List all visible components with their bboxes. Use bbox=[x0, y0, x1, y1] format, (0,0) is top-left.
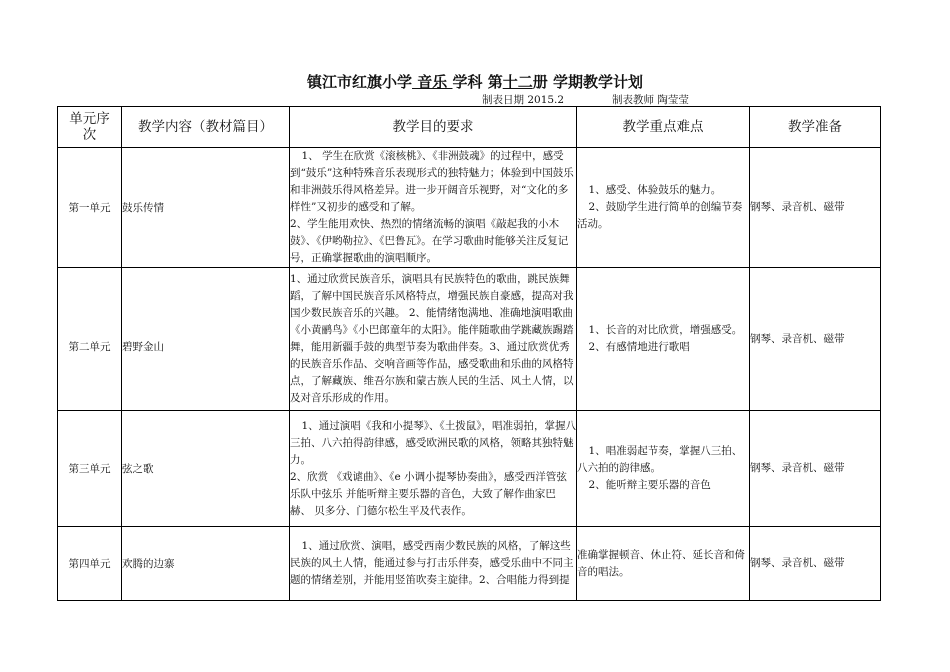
col-prep: 教学准备 bbox=[750, 107, 881, 148]
title-post: 册 学期教学计划 bbox=[532, 73, 643, 91]
key-item: 2、能听辩主要乐器的音色 bbox=[588, 479, 711, 491]
goal-item: 1、通过演唱《我和小提琴》、《土拨鼠》，唱准弱拍，掌握八三拍、八六拍得韵律感，感受欧洲民歌的风格，领略其独特魅力。 bbox=[290, 419, 576, 466]
topic-cell: 弦之歌 bbox=[122, 411, 290, 527]
table-row bbox=[58, 148, 881, 268]
date-label: 制表日期 2015.2 bbox=[482, 94, 565, 106]
key-item: 准确掌握顿音、休止符、延长音和倚音的唱法。 bbox=[577, 548, 745, 578]
col-unit: 单元序次 bbox=[58, 107, 122, 148]
topic-cell: 欢腾的边寨 bbox=[122, 527, 290, 601]
unit-cell: 第一单元 bbox=[58, 148, 122, 268]
table-row bbox=[58, 527, 881, 601]
prep-cell: 钢琴、录音机、磁带 bbox=[750, 411, 881, 527]
meta-line bbox=[252, 92, 708, 107]
prep-cell: 钢琴、录音机、磁带 bbox=[750, 527, 881, 601]
prep-cell: 钢琴、录音机、磁带 bbox=[750, 268, 881, 411]
unit-cell: 第三单元 bbox=[58, 411, 122, 527]
col-goals: 教学目的要求 bbox=[290, 107, 577, 148]
subject-field: 音乐 bbox=[412, 73, 453, 91]
key-item: 2、有感情地进行歌唱 bbox=[588, 341, 690, 353]
goal-item: 1、通过欣赏、演唱，感受西南少数民族的风格，了解这些民族的风土人情，能通过参与打击乐伴奏，感受乐曲中不同主题的情绪差别，并能用竖笛吹奏主旋律。2、合唱能力得到提 bbox=[290, 540, 574, 586]
unit-cell: 第二单元 bbox=[58, 268, 122, 411]
key-item: 1、唱准弱起节奏，掌握八三拍、八六拍的韵律感。 bbox=[577, 445, 743, 474]
topic-cell: 碧野金山 bbox=[122, 268, 290, 411]
title-mid: 学科 第 bbox=[452, 73, 503, 91]
key-item: 2、鼓励学生进行简单的创编节奏活动。 bbox=[577, 201, 743, 230]
prep-cell: 钢琴、录音机、磁带 bbox=[750, 148, 881, 268]
key-item: 1、长音的对比欣赏，增强感受。 bbox=[588, 324, 743, 336]
unit-cell: 第四单元 bbox=[58, 527, 122, 601]
goal-item: 2、学生能用欢快、热烈的情绪流畅的演唱《敲起我的小木鼓》、《伊哟勒拉》、《巴鲁瓦》。在学习歌曲时能够关注反复记号，正确掌握歌曲的演唱顺序。 bbox=[290, 218, 569, 264]
table-row bbox=[58, 411, 881, 527]
goal-item: 2、欣赏 《戏谑曲》、《e 小调小提琴协奏曲》，感受西洋管弦乐队中弦乐 并能听辩主要乐器的音色，大致了解作曲家巴赫、 贝多分、门德尔松生平及代表作。 bbox=[290, 470, 567, 517]
table-row bbox=[58, 268, 881, 411]
key-cell bbox=[577, 527, 750, 601]
header-row bbox=[58, 107, 881, 148]
teacher-label: 制表教师 陶莹莹 bbox=[612, 94, 689, 106]
goals-cell bbox=[290, 148, 577, 268]
school-name: 镇江市红旗小学 bbox=[307, 73, 413, 91]
goal-item: 1、通过欣赏民族音乐，演唱具有民族特色的歌曲，跳民族舞蹈，了解中国民族音乐风格特点，增强民族自豪感，提高对我国少数民族音乐的兴趣。 2、能情绪饱满地、准确地演唱歌曲《小黄鹂鸟》《小巴郎童年的太阳》。能伴随歌曲学跳藏族踢踏舞，能用新疆手鼓的典型节奏为歌曲伴奏。3、通过欣赏优秀的民族音乐作品、交响音画等作品，感受歌曲和乐曲的风格特点，了解藏族、维吾尔族和蒙古族人民的生活、风土人情，以及对音乐形成的作用。 bbox=[290, 273, 574, 404]
goals-cell bbox=[290, 411, 577, 527]
plan-table bbox=[57, 106, 881, 601]
col-content: 教学内容（教材篇目） bbox=[122, 107, 290, 148]
key-cell bbox=[577, 268, 750, 411]
key-cell bbox=[577, 148, 750, 268]
goals-cell bbox=[290, 527, 577, 601]
volume-field: 十二 bbox=[502, 73, 533, 91]
key-item: 1、感受、体验鼓乐的魅力。 bbox=[588, 184, 722, 196]
key-cell bbox=[577, 411, 750, 527]
topic-cell: 鼓乐传情 bbox=[122, 148, 290, 268]
col-key: 教学重点难点 bbox=[577, 107, 750, 148]
goals-cell bbox=[290, 268, 577, 411]
goal-item: 1、 学生在欣赏《滚核桃》、《非洲鼓魂》的过程中，感受到“鼓乐”这种特殊音乐表现形式的独特魅力；体验到中国鼓乐和非洲鼓乐得风格差异。进一步开阔音乐视野，对“文化的多样性”又初步的感受和了解。 bbox=[290, 150, 574, 213]
page-title bbox=[0, 71, 950, 92]
